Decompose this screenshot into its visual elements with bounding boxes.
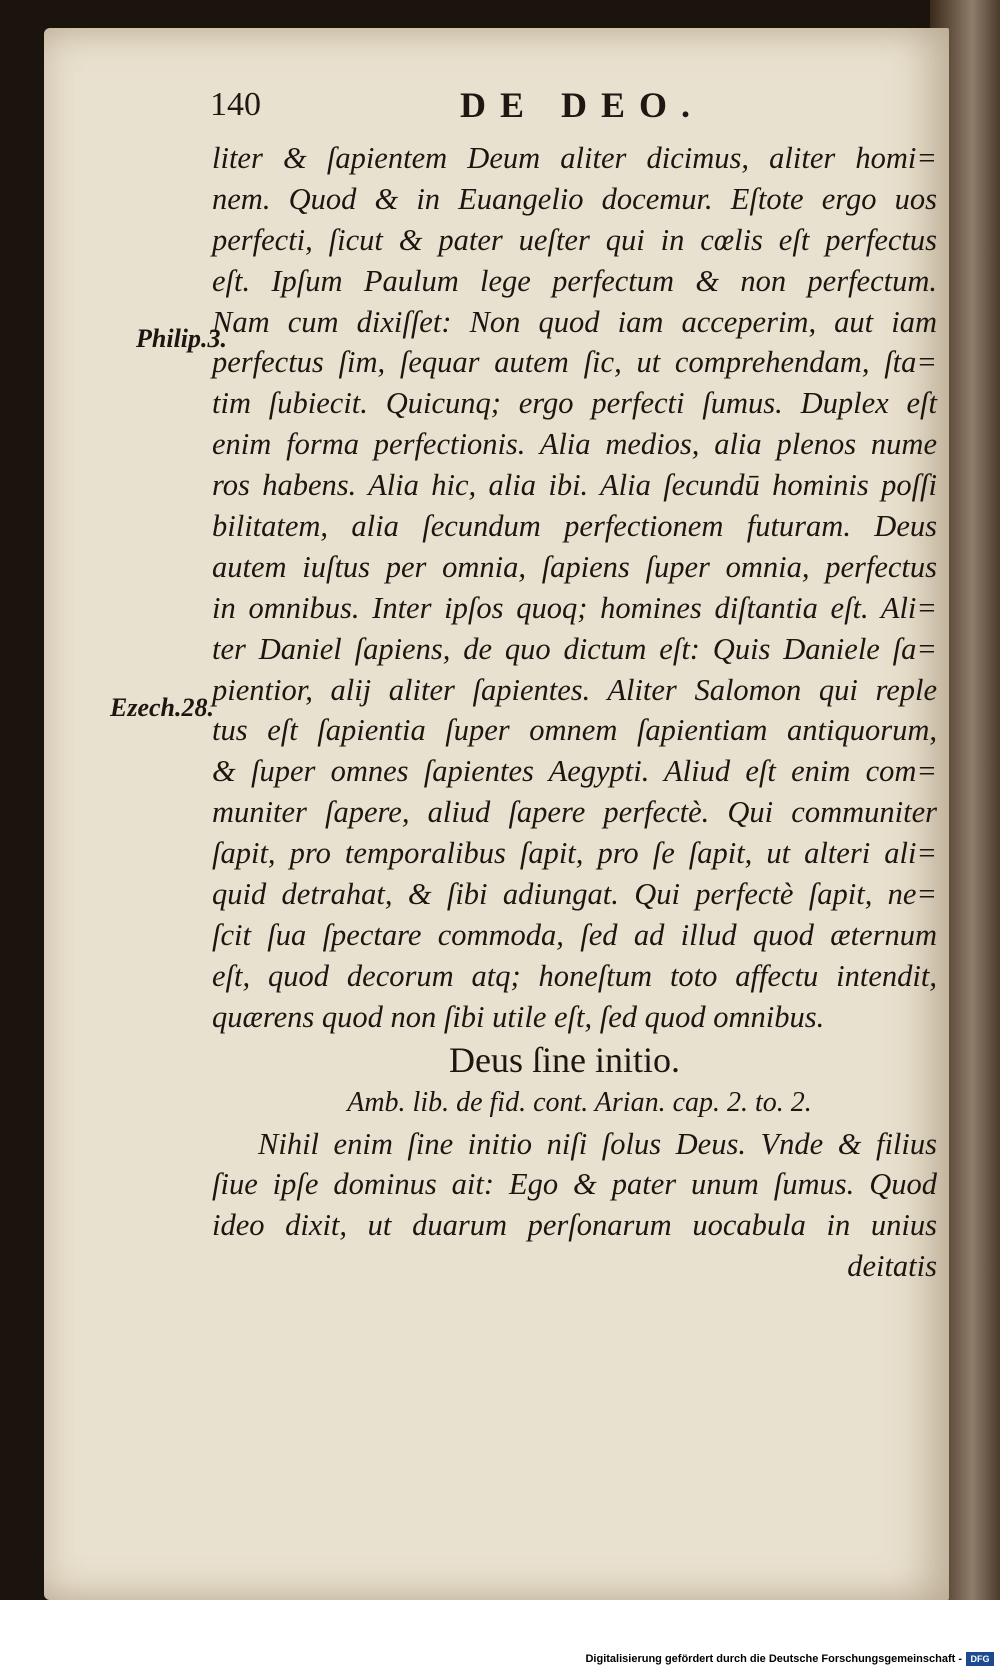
text-line: eſt. Ipſum Paulum lege perfectum & non perfectum. <box>212 263 937 298</box>
running-head <box>210 86 770 130</box>
text-line: & ſuper omnes ſapientes Aegypti. Aliud eſt enim com= <box>212 754 937 789</box>
section-heading: Deus ſine initio. <box>449 1039 680 1080</box>
dfg-logo: DFG <box>966 1652 994 1666</box>
source-citation: Amb. lib. de fid. cont. Arian. cap. 2. to. 2. <box>347 1086 812 1118</box>
text-line: ſcit ſua ſpectare commoda, ſed ad illud quod æternum <box>212 917 937 952</box>
text-line: perfecti, ſicut & pater ueſter qui in cœlis eſt perfectus <box>212 222 937 257</box>
text-line: muniter ſapere, aliud ſapere perfectè. Qui communiter <box>212 795 937 830</box>
body-text <box>212 138 937 1287</box>
text-line: Nihil enim ſine initio niſi ſolus Deus. Vnde & filius <box>258 1126 937 1161</box>
page-number: 140 <box>210 86 261 123</box>
text-line: eſt, quod decorum atq; honeſtum toto affectu intendit, <box>212 958 937 993</box>
text-line: Nam cum dixiſſet: Non quod iam acceperim, aut iam <box>212 304 937 339</box>
text-line: ſiue ipſe dominus ait: Ego & pater unum ſumus. Quod <box>212 1167 937 1202</box>
text-line: tus eſt ſapientia ſuper omnem ſapientiam antiquorum, <box>212 713 937 748</box>
text-line: quid detrahat, & ſibi adiungat. Qui perfectè ſapit, ne= <box>212 877 937 912</box>
marginal-note-ezech: Ezech.28. <box>110 693 214 722</box>
text-line: perfectus ſim, ſequar autem ſic, ut comprehendam, ſta= <box>212 345 937 380</box>
text-line: liter & ſapientem Deum aliter dicimus, aliter homi= <box>212 141 937 175</box>
text-line: ros habens. Alia hic, alia ibi. Alia ſecundū hominis poſſi <box>212 468 937 503</box>
text-line: quærens quod non ſibi utile eſt, ſed quod omnibus. <box>212 999 825 1034</box>
text-line: bilitatem, alia ſecundum perfectionem futuram. Deus <box>212 509 937 544</box>
text-line: in omnibus. Inter ipſos quoq; homines diſtantia eſt. Ali= <box>212 590 937 625</box>
marginal-note-philip: Philip.3. <box>136 324 228 353</box>
running-title: DE DEO. <box>460 85 705 125</box>
text-line: ſapit, pro temporalibus ſapit, pro ſe ſapit, ut alteri ali= <box>212 836 937 871</box>
text-line: nem. Quod & in Euangelio docemur. Eſtote ergo uos <box>212 181 937 216</box>
text-line: pientior, alij aliter ſapientes. Aliter Salomon qui reple <box>212 672 937 707</box>
catchword: deitatis <box>847 1249 937 1284</box>
text-line: tim ſubiecit. Quicunq; ergo perfecti ſumus. Duplex eſt <box>212 386 937 421</box>
funding-credit: Digitalisierung gefördert durch die Deutsche Forschungsgemeinschaft - <box>585 1653 962 1665</box>
text-line: enim forma perfectionis. Alia medios, alia plenos nume <box>212 427 937 462</box>
text-line: ter Daniel ſapiens, de quo dictum eſt: Quis Daniele ſa= <box>212 631 937 666</box>
text-line: autem iuſtus per omnia, ſapiens ſuper omnia, perfectus <box>212 549 937 584</box>
text-line: ideo dixit, ut duarum perſonarum uocabula in unius <box>212 1208 937 1243</box>
